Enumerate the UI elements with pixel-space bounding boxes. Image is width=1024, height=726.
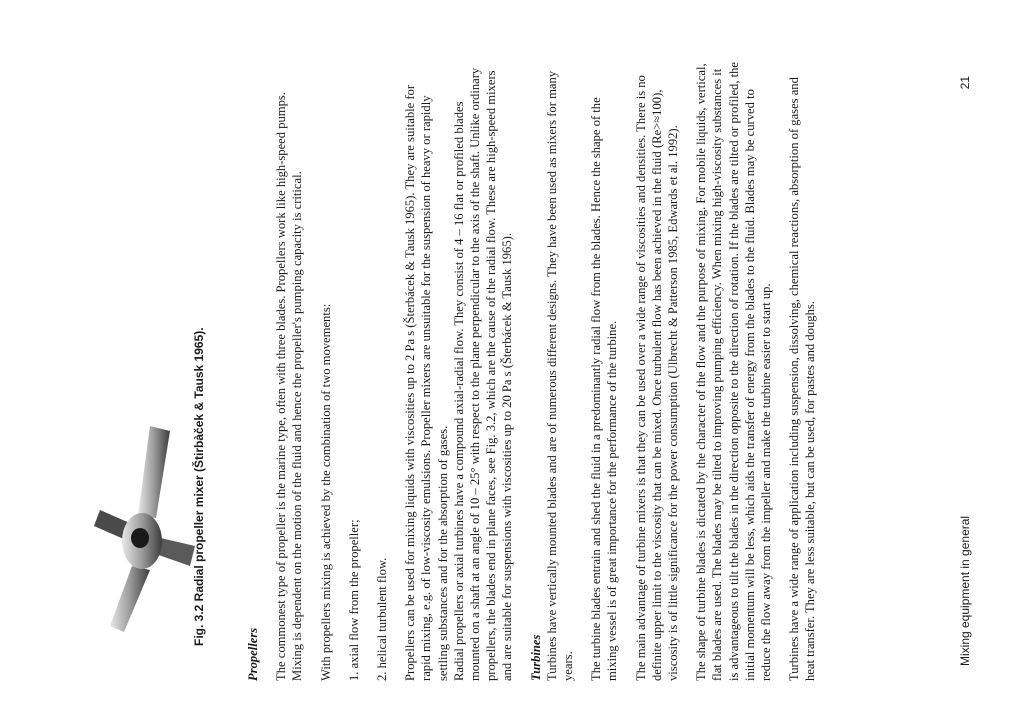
paragraph: Radial propellers or axial turbines have a compound axial-radial flow. They consist of 4 – 16 flat or profiled blades mounted on a shaft at an angle of 10 – 25° with respect to the plane perpendicular to the axis of the shaft. Unlike ordinary propellers, the blades end in plane faces, see Fig. 3.2, which are the cause of the radial flow. These are high-speed mixers and are suitable for suspensions with viscosities up to 20 Pa s (Šterbácek & Tausk 1965). bbox=[451, 67, 515, 681]
running-header-title: Mixing equipment in general bbox=[958, 515, 972, 666]
list-item: 2. helical turbulent flow. bbox=[375, 557, 390, 681]
section-heading-propellers: Propellers bbox=[246, 627, 260, 681]
section-heading-turbines: Turbines bbox=[528, 634, 543, 681]
paragraph: The shape of turbine blades is dictated by the character of the flow and the purpose of mixing. For mobile liquids, vertical, flat blades are used. The blades may be tilted to improving pumping efficiency. When mixing high-viscosity substances it is advantageous to tilt the blades in the direction opposite to the direction of rotation. If the blades are tilted or profiled, the initial momentum will be less, which aids the transfer of energy from the blades to the fluid. Blades may be curved to reduce the flow away from the impeller and make the turbine easier to start up. bbox=[694, 61, 774, 681]
running-header bbox=[958, 76, 972, 666]
paragraph: The turbine blades entrain and shed the fluid in a predominantly radial flow from the blades. Hence the shape of the mixing vessel is of great importance for the performance of the turbine. bbox=[589, 97, 620, 681]
paragraph: The commonest type of propeller is the marine type, often with three blades. Propellers work like high-speed pumps. Mixing is dependent on the motion of the fluid and hence the propeller's pumping capacity is critical. bbox=[274, 92, 305, 681]
paragraph: Turbines have vertically mounted blades and are of numerous different designs. They have been used as mixers for many years. bbox=[544, 70, 576, 681]
figure-caption: Fig. 3.2 Radial propeller mixer (Štirbàček & Tausk 1965). bbox=[192, 327, 206, 646]
radial-propeller-image bbox=[90, 416, 200, 636]
paragraph: Turbines have a wide range of application including suspension, dissolving, chemical reactions, absorption of gases and heat transfer. They are less suitable, but can be used, for pastes and doughs. bbox=[787, 77, 818, 681]
body-text bbox=[245, 61, 831, 681]
list-item: 1. axial flow from the propeller; bbox=[346, 519, 361, 681]
page-number: 21 bbox=[958, 76, 972, 90]
paragraph: Propellers can be used for mixing liquids with viscosities up to 2 Pa s (Šterbácek & Tausk 1965). They are suitable for rapid mixing, e.g. of low-viscosity emulsions. Propeller mixers are unsuitable for the suspension of heavy or rapidly settling substances and for the absorption of gases. bbox=[403, 84, 450, 681]
paragraph: With propellers mixing is achieved by the combination of two movements: bbox=[318, 303, 333, 681]
paragraph: The main advantage of turbine mixers is that they can be used over a wide range of viscosities and densities. There is no definite upper limit to the viscosity that can be mixed. Once turbulent flow has been achieved in the fluid (Re>≈100), viscosity is of little significance for the power consumption (Ulbrecht & Patterson 1985, Edwards et al. 1992). bbox=[633, 75, 681, 681]
propeller-figure bbox=[90, 416, 200, 636]
